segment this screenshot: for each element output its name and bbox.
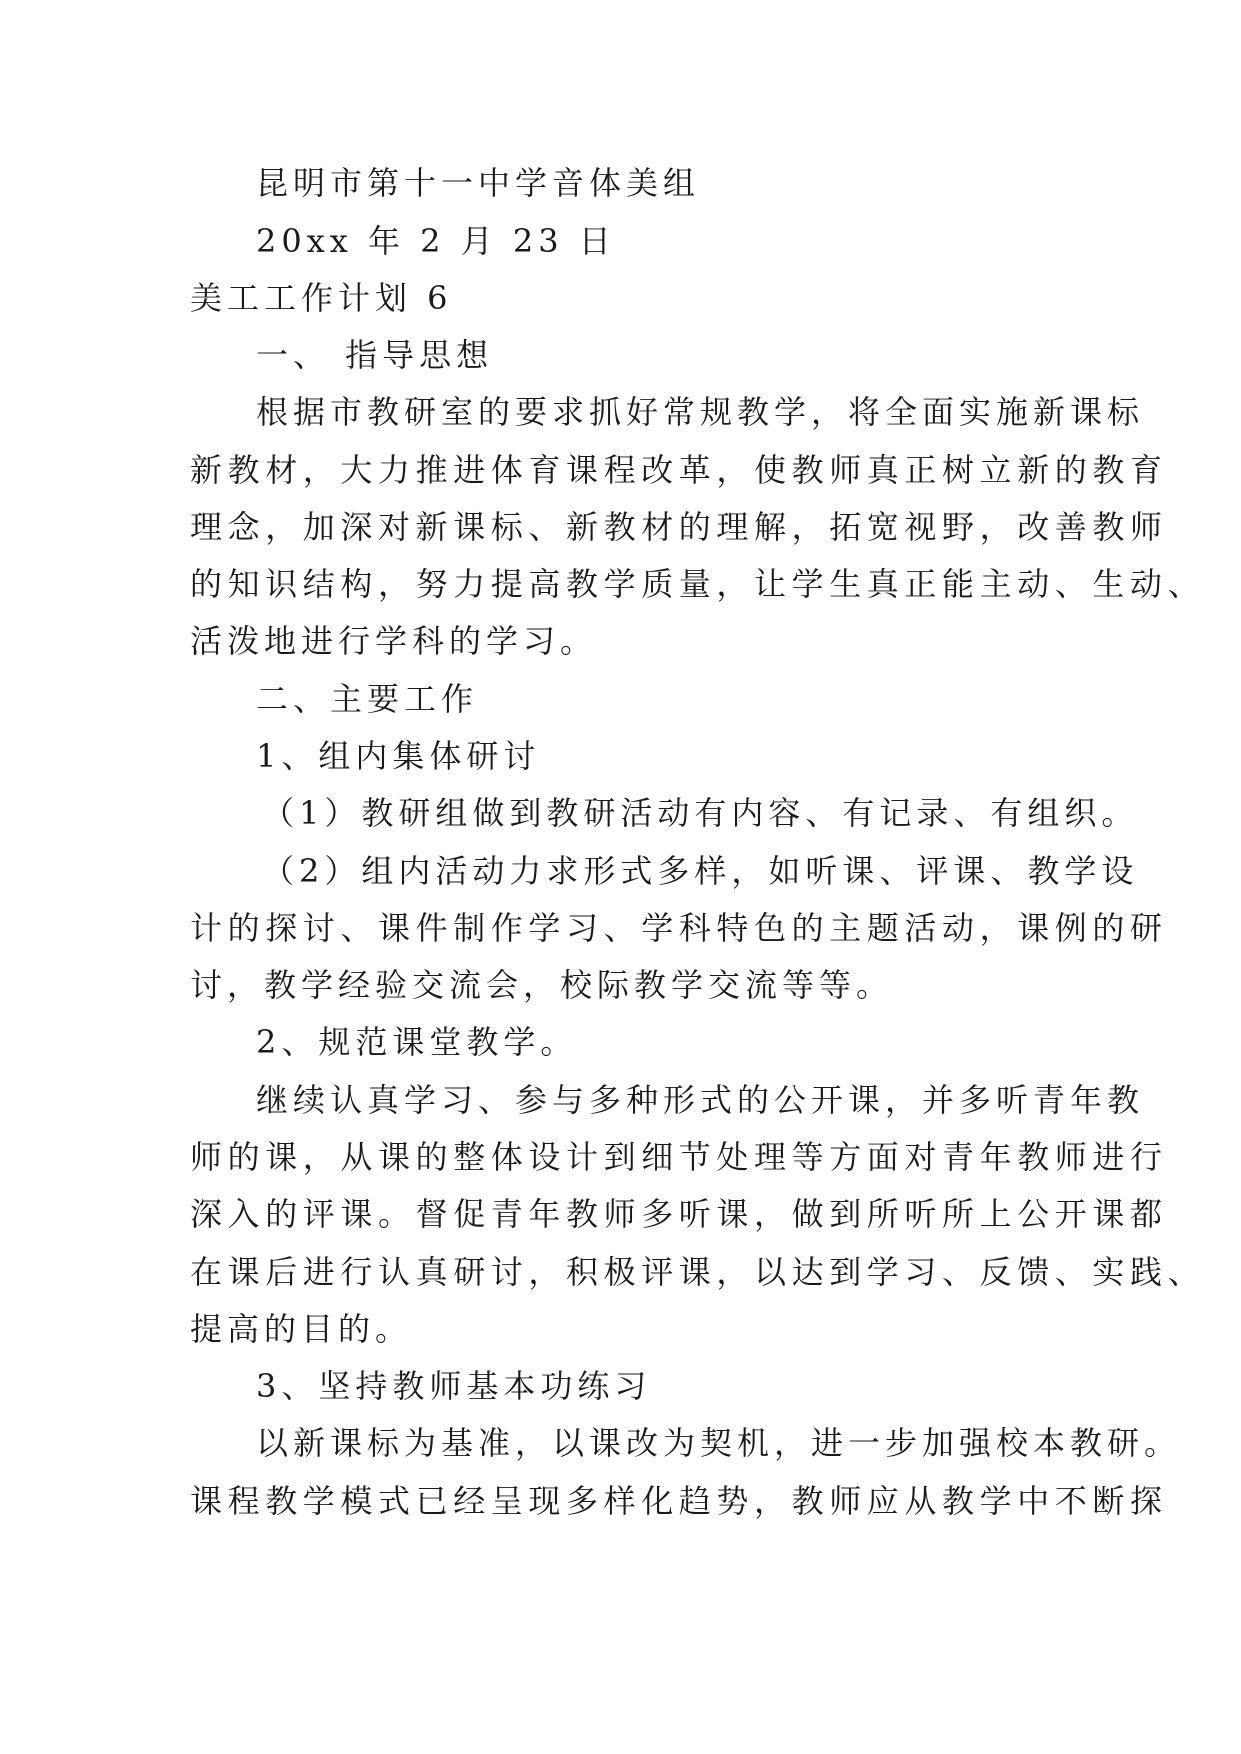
item1-sub2-line: 讨，教学经验交流会，校际教学交流等等。: [190, 966, 894, 1004]
item2-para-line: 继续认真学习、参与多种形式的公开课，并多听青年教: [256, 1081, 1145, 1119]
item1-sub1: （1）教研组做到教研活动有内容、有记录、有组织。: [262, 794, 1139, 832]
item3-para-line: 课程教学模式已经呈现多样化趋势，教师应从教学中不断探: [190, 1482, 1168, 1520]
section2-heading: 二、主要工作: [256, 680, 479, 718]
closing-org: 昆明市第十一中学音体美组: [256, 164, 701, 202]
item3-para-line: 以新课标为基准，以课改为契机，进一步加强校本教研。: [256, 1424, 1182, 1462]
item3-heading: 3、坚持教师基本功练习: [256, 1367, 652, 1405]
item1-sub2-line: （2）组内活动力求形式多样，如听课、评课、教学设: [262, 852, 1139, 890]
section1-para-line: 根据市教研室的要求抓好常规教学，将全面实施新课标: [256, 393, 1145, 431]
section1-para-line: 活泼地进行学科的学习。: [190, 622, 598, 660]
item2-para-line: 在课后进行认真研讨，积极评课，以达到学习、反馈、实践、: [190, 1253, 1206, 1291]
item2-para-line: 深入的评课。督促青年教师多听课，做到所听所上公开课都: [190, 1195, 1168, 1233]
section1-para-line: 的知识结构，努力提高教学质量，让学生真正能主动、生动、: [190, 565, 1206, 603]
document-title: 美工工作计划 6: [190, 279, 453, 317]
closing-date: 20xx 年 2 月 23 日: [256, 222, 616, 260]
section1-heading: 一、 指导思想: [256, 336, 494, 374]
item1-heading: 1、组内集体研讨: [256, 737, 541, 775]
item2-heading: 2、规范课堂教学。: [256, 1023, 578, 1061]
item2-para-line: 师的课，从课的整体设计到细节处理等方面对青年教师进行: [190, 1138, 1168, 1176]
section1-para-line: 理念，加深对新课标、新教材的理解，拓宽视野，改善教师: [190, 508, 1168, 546]
section1-para-line: 新教材，大力推进体育课程改革，使教师真正树立新的教育: [190, 451, 1168, 489]
item2-para-line: 提高的目的。: [190, 1310, 413, 1348]
item1-sub2-line: 计的探讨、课件制作学习、学科特色的主题活动，课例的研: [190, 909, 1168, 947]
